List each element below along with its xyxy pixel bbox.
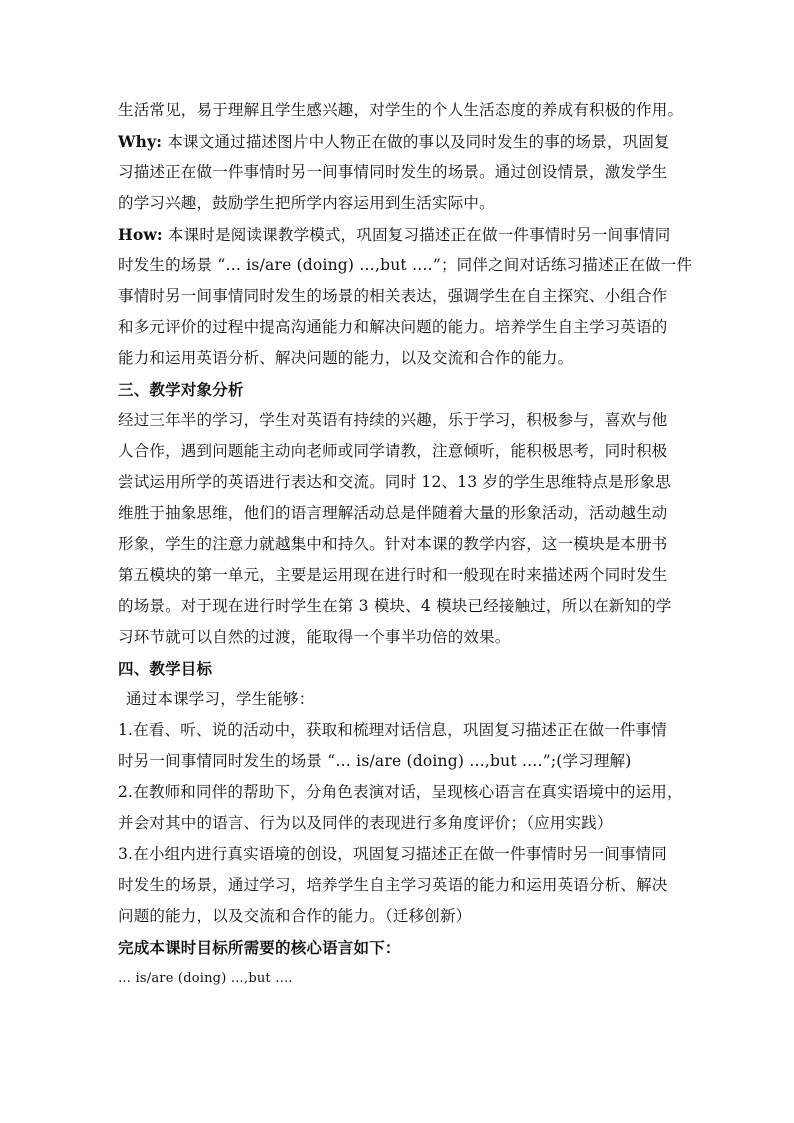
how-label: How:: [118, 225, 163, 244]
core-language-text: … is/are (doing) …,but ….: [118, 971, 293, 986]
why-text: 本课文通过描述图片中人物正在做的事以及同时发生的事的场景，巩固复: [162, 133, 670, 151]
document-page: [118, 95, 693, 994]
paragraph-line: 时另一间事情同时发生的场景 “… is/are (doing) …,but ….”;(学习理解): [118, 752, 632, 770]
paragraph-line: 第五模块的第一单元，主要是运用现在进行时和一般现在时来描述两个同时发生: [118, 566, 668, 584]
how-line: [118, 219, 678, 250]
paragraph-line: 3.在小组内进行真实语境的创设，巩固复习描述正在做一件事情时另一间事情同: [118, 845, 667, 863]
why-line: [118, 126, 678, 157]
paragraph-line: 时发生的场景 “… is/are (doing) …,but ….”；同伴之间对话练习描述正在做一件: [118, 256, 693, 274]
paragraph-line: 形象，学生的注意力就越集中和持久。针对本课的教学内容，这一模块是本册书: [118, 535, 668, 553]
section-heading: 三、教学对象分析: [118, 380, 244, 399]
paragraph-line: 的学习兴趣，鼓励学生把所学内容运用到生活实际中。: [118, 194, 495, 212]
paragraph-line: 事情时另一间事情同时发生的场景的相关表达，强调学生在自主探究、小组合作: [118, 287, 668, 305]
paragraph-line: 经过三年半的学习，学生对英语有持续的兴趣，乐于学习，积极参与，喜欢与他: [118, 411, 668, 429]
paragraph-line: 生活常见，易于理解且学生感兴趣，对学生的个人生活态度的养成有积极的作用。: [118, 101, 684, 119]
paragraph-line: 人合作，遇到问题能主动向老师或同学请教，注意倾听，能积极思考，同时积极: [118, 442, 668, 460]
how-text: 本课时是阅读课教学模式，巩固复习描述正在做一件事情时另一间事情同: [162, 226, 671, 244]
paragraph-line: 尝试运用所学的英语进行表达和交流。同时 12、13 岁的学生思维特点是形象思: [118, 473, 671, 491]
why-label: Why:: [118, 132, 163, 151]
paragraph-line: 2.在教师和同伴的帮助下，分角色表演对话，呈现核心语言在真实语境中的运用，: [118, 783, 683, 801]
paragraph-line: 和多元评价的过程中提高沟通能力和解决问题的能力。培养学生自主学习英语的: [118, 318, 668, 336]
paragraph-line: 能力和运用英语分析、解决问题的能力，以及交流和合作的能力。: [118, 349, 574, 367]
paragraph-line: 问题的能力，以及交流和合作的能力。（迁移创新）: [118, 907, 472, 925]
section-heading: 四、教学目标: [118, 659, 213, 678]
paragraph-line: 习描述正在做一件事情时另一间事情同时发生的场景。通过创设情景，激发学生: [118, 163, 668, 181]
paragraph-line: 维胜于抽象思维，他们的语言理解活动总是伴随着大量的形象活动，活动越生动: [118, 504, 668, 522]
paragraph-line: 时发生的场景，通过学习，培养学生自主学习英语的能力和运用英语分析、解决: [118, 876, 668, 894]
paragraph-line: 通过本课学习，学生能够：: [126, 690, 315, 708]
core-language-heading: 完成本课时目标所需要的核心语言如下：: [118, 938, 401, 957]
paragraph-line: 的场景。对于现在进行时学生在第 3 模块、4 模块已经接触过，所以在新知的学: [118, 597, 672, 615]
paragraph-line: 1.在看、听、说的活动中，获取和梳理对话信息，巩固复习描述正在做一件事情: [118, 721, 667, 739]
paragraph-line: 习环节就可以自然的过渡，能取得一个事半功倍的效果。: [118, 628, 511, 646]
paragraph-line: 并会对其中的语言、行为以及同伴的表现进行多角度评价；（应用实践）: [118, 814, 613, 832]
